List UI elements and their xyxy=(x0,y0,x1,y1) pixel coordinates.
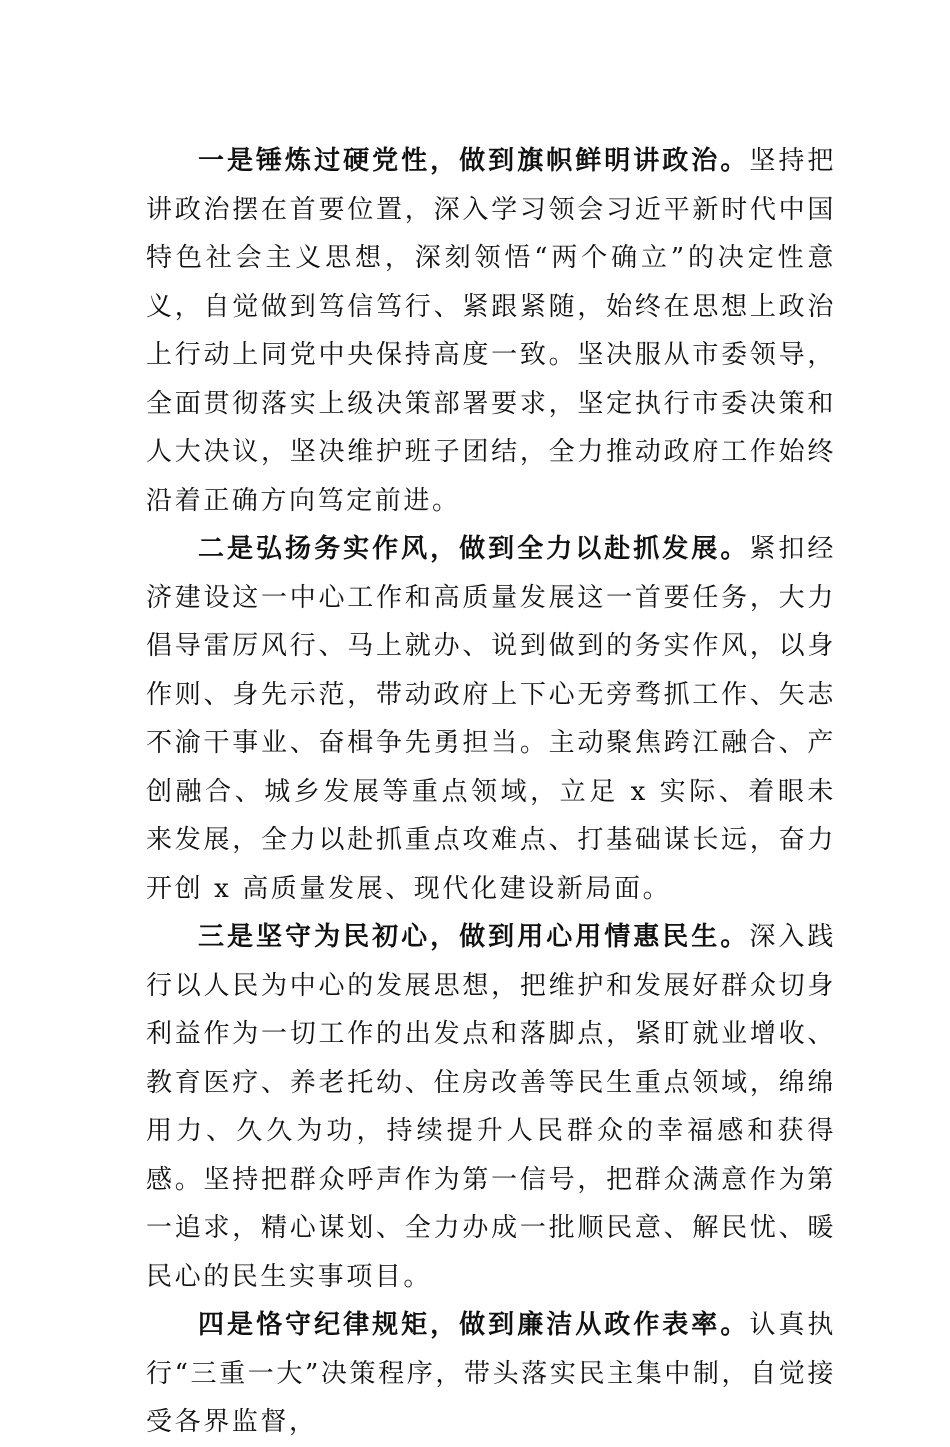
paragraph-4 xyxy=(146,1301,836,1447)
paragraph-3-lead: 三是坚守为民初心，做到用心用情惠民生。 xyxy=(198,922,750,952)
paragraph-1-body: 坚持把讲政治摆在首要位置，深入学习领会习近平新时代中国特色社会主义思想，深刻领悟“两个确立”的决定性意义，自觉做到笃信笃行、紧跟紧随，始终在思想上政治上行动上同党中央保持高度一致。坚决服从市委领导，全面贯彻落实上级决策部署要求，坚定执行市委决策和人大决议，坚决维护班子团结，全力推动政府工作始终沿着正确方向笃定前进。 xyxy=(146,146,836,516)
paragraph-4-lead: 四是恪守纪律规矩，做到廉洁从政作表率。 xyxy=(198,1310,750,1340)
paragraph-2-lead: 二是弘扬务实作风，做到全力以赴抓发展。 xyxy=(198,534,750,564)
paragraph-3 xyxy=(146,913,836,1301)
document-page xyxy=(146,137,836,1447)
paragraph-2 xyxy=(146,525,836,913)
paragraph-4-body: 认真执行“三重一大”决策程序，带头落实民主集中制，自觉接受各界监督， xyxy=(146,1310,836,1437)
paragraph-1-lead: 一是锤炼过硬党性，做到旗帜鲜明讲政治。 xyxy=(198,146,750,176)
paragraph-3-body: 深入践行以人民为中心的发展思想，把维护和发展好群众切身利益作为一切工作的出发点和落脚点，紧盯就业增收、教育医疗、养老托幼、住房改善等民生重点领域，绵绵用力、久久为功，持续提升人民群众的幸福感和获得感。坚持把群众呼声作为第一信号，把群众满意作为第一追求，精心谋划、全力办成一批顺民意、解民忧、暖民心的民生实事项目。 xyxy=(146,922,836,1292)
paragraph-1 xyxy=(146,137,836,525)
paragraph-2-body: 紧扣经济建设这一中心工作和高质量发展这一首要任务，大力倡导雷厉风行、马上就办、说到做到的务实作风，以身作则、身先示范，带动政府上下心无旁骛抓工作、矢志不渝干事业、奋楫争先勇担当。主动聚焦跨江融合、产创融合、城乡发展等重点领域，立足 x 实际、着眼未来发展，全力以赴抓重点攻难点、打基础谋长远，奋力开创 x 高质量发展、现代化建设新局面。 xyxy=(146,534,836,904)
